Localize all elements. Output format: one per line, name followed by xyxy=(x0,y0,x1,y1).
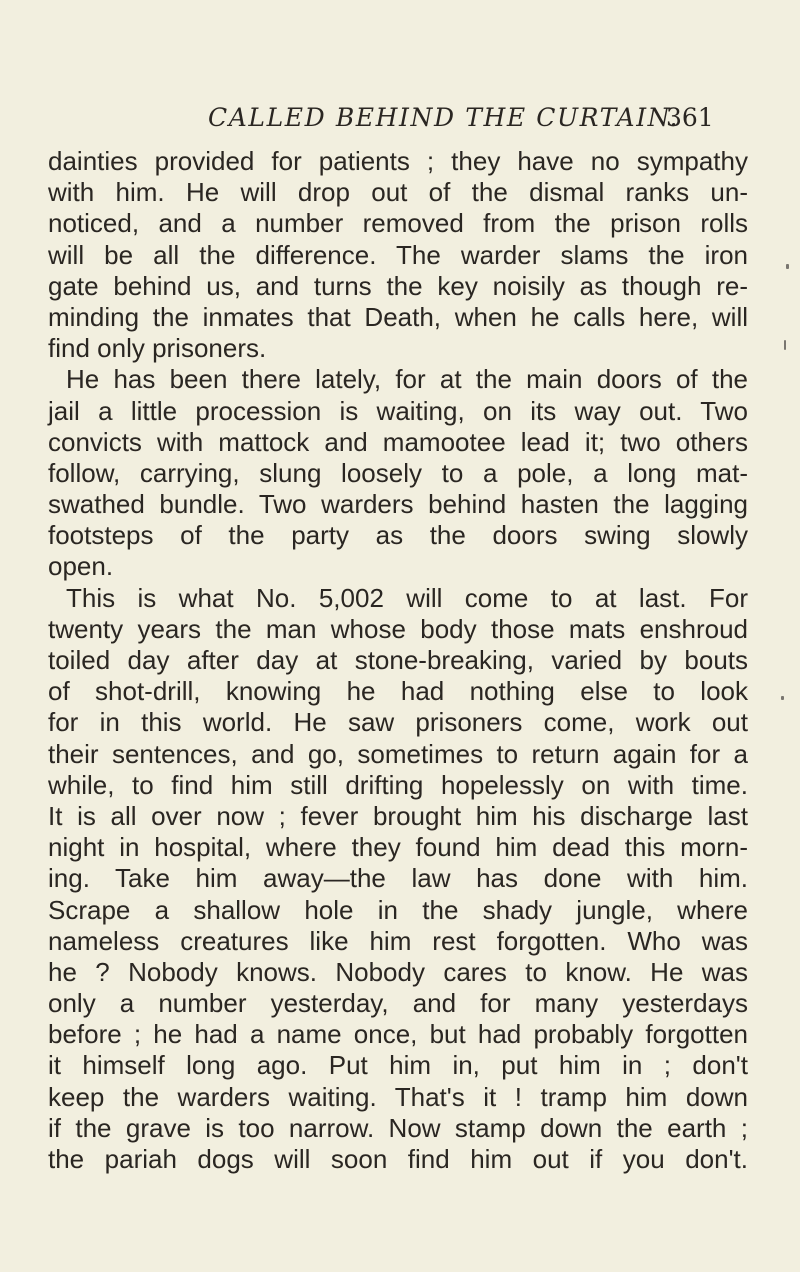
text-line: nameless creatures like him rest forgotten. Who was xyxy=(48,925,748,956)
text-line: with him. He will drop out of the dismal ranks un- xyxy=(48,177,748,208)
text-line: he ? Nobody knows. Nobody cares to know. He was xyxy=(48,956,748,987)
text-line: noticed, and a number removed from the prison rolls xyxy=(48,208,748,239)
text-line: follow, carrying, slung loosely to a pole, a long mat- xyxy=(48,457,748,488)
text-line: This is what No. 5,002 will come to at last. For xyxy=(66,582,748,613)
text-line: for in this world. He saw prisoners come, work out xyxy=(48,707,748,738)
text-line: minding the inmates that Death, when he calls here, will xyxy=(48,301,748,332)
text-line: only a number yesterday, and for many yesterdays xyxy=(48,988,748,1019)
text-line: Scrape a shallow hole in the shady jungle, where xyxy=(48,894,748,925)
text-line: He has been there lately, for at the main doors of the xyxy=(66,364,748,395)
text-line: footsteps of the party as the doors swing slowly xyxy=(48,520,748,551)
text-line: It is all over now ; fever brought him his discharge last xyxy=(48,800,748,831)
text-line: open. xyxy=(48,551,114,582)
text-line: jail a little procession is waiting, on its way out. Two xyxy=(48,395,748,426)
margin-speck xyxy=(786,264,789,269)
margin-speck xyxy=(781,696,784,700)
text-line: twenty years the man whose body those mats enshroud xyxy=(48,613,748,644)
running-title: CALLED BEHIND THE CURTAIN. xyxy=(208,103,680,132)
text-line: before ; he had a name once, but had probably forgotten xyxy=(48,1019,748,1050)
text-line: convicts with mattock and mamootee lead it; two others xyxy=(48,426,748,457)
body-text xyxy=(48,146,748,1175)
text-line: the pariah dogs will soon find him out if you don't. xyxy=(48,1144,748,1174)
text-line: if the grave is too narrow. Now stamp down the earth ; xyxy=(48,1112,748,1143)
text-line: gate behind us, and turns the key noisily as though re- xyxy=(48,270,748,301)
page-number: 361 xyxy=(666,103,714,132)
text-line: ing. Take him away—the law has done with him. xyxy=(48,863,748,894)
text-line: dainties provided for patients ; they have no sympathy xyxy=(48,146,748,176)
text-line: keep the warders waiting. That's it ! tramp him down xyxy=(48,1081,748,1112)
text-line: will be all the difference. The warder slams the iron xyxy=(48,239,748,270)
text-line: their sentences, and go, sometimes to return again for a xyxy=(48,738,748,769)
text-line: of shot-drill, knowing he had nothing else to look xyxy=(48,676,748,707)
text-line: swathed bundle. Two warders behind hasten the lagging xyxy=(48,489,748,520)
margin-speck xyxy=(784,340,786,350)
text-line: toiled day after day at stone-breaking, varied by bouts xyxy=(48,645,748,675)
text-line: find only prisoners. xyxy=(48,333,267,364)
text-line: while, to find him still drifting hopelessly on with time. xyxy=(48,769,748,800)
running-head xyxy=(208,97,748,137)
text-line: night in hospital, where they found him dead this morn- xyxy=(48,832,748,863)
text-line: it himself long ago. Put him in, put him in ; don't xyxy=(48,1050,748,1081)
